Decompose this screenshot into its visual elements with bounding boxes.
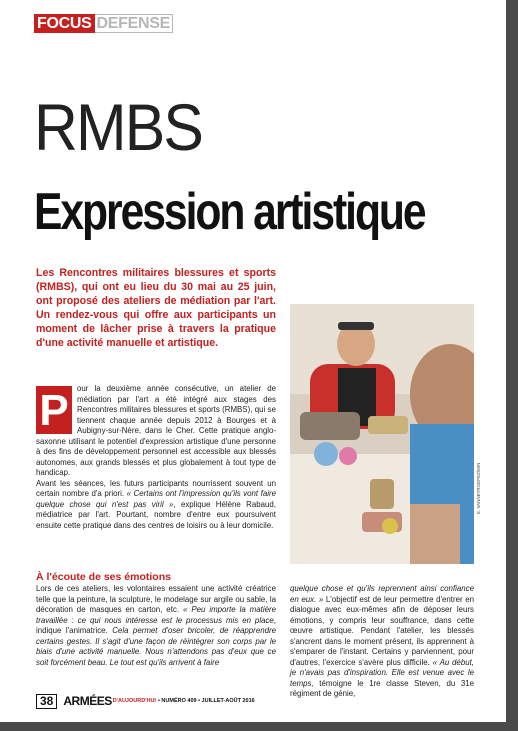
page-footer	[36, 694, 255, 708]
article-body-col1-top	[36, 384, 276, 531]
paragraph-4-end: témoigne le 1re classe Steven, du 31e régiment de génie,	[290, 678, 474, 698]
paragraph-3-quote-2: Cela permet d'oser bricoler, de réapprendre certains gestes. Il s'agit d'une façon de réintégrer son corps par le biais d'une activité manuelle. Nous n'attendons pas d'eux que ce soit forcément beau. Le tout est qu'ils arrivent à faire	[36, 626, 276, 667]
drop-cap: P	[36, 386, 72, 434]
paragraph-4	[290, 584, 474, 700]
paragraph-3-mid: , indique l'animatrice.	[36, 615, 276, 635]
section-rubric	[34, 14, 173, 33]
article-lead: Les Rencontres militaires blessures et sports (RMBS), qui ont eu lieu du 30 mai au 25 juin, ont proposé des ateliers de médiation par l'art. Un rendez-vous qui offre aux participants un moment de lâcher prise à travers la pratique d'une activité manuelle et artistique.	[36, 267, 276, 349]
magazine-subtitle: D'AUJOURD'HUI	[112, 698, 156, 704]
section-subhead: À l'écoute de ses émotions	[36, 571, 171, 583]
paragraph-4-quote-2: « Au début, je n'avais pas d'inspiration. Elle est venue avec le temps,	[290, 657, 474, 688]
paragraph-3	[36, 584, 276, 668]
paragraph-1: our la deuxième année consécutive, un atelier de médiation par l'art a été intégré aux stages des Rencontres militaires blessures et sports (RMBS), qui se tiennent chaque année depuis 2012 à Bourges et à Aubigny-sur-Nère, dans le Cher. Cette pratique anglo-saxonne utilisant le potentiel d'expression artistique d'une personne à des fins de développement personnel est accessible aux blessés autonomes, aux grands blessés et plus globalement à tout type de handicap.	[36, 384, 276, 477]
page-shadow-right	[506, 0, 518, 731]
article-headline: Expression artistique	[34, 183, 425, 241]
rubric-focus: FOCUS	[34, 14, 95, 33]
paragraph-4-text: L'objectif est de leur permettre d'entrer en dialogue avec eux-mêmes afin de déposer leurs émotions, y compris leur souffrance, dans cette œuvre artistique. Pendant l'atelier, les blessés s'ancrent dans le moment présent, ils apprennent à s'emparer de l'instant. Certains y parviennent, pour d'autres, l'exercice s'avère plus difficile.	[290, 594, 474, 667]
paragraph-2	[36, 479, 276, 532]
paragraph-4-quote: quelque chose et qu'ils reprennent ainsi confiance en eux. »	[290, 584, 474, 604]
page-number: 38	[36, 694, 57, 709]
magazine-name: ARMÉES	[63, 694, 112, 708]
paragraph-2-end: , explique Hélène Rabaud, médiatrice par l'art. Pourtant, nombre d'entre eux poursuivent ensuite cette pratique dans des centres de loisirs ou à leur domicile.	[36, 499, 276, 530]
workshop-photo-illustration	[290, 304, 474, 564]
paragraph-3-quote: « Peu importe la matière travaillée : ce qui nous intéresse est le processus mis en place	[36, 605, 276, 625]
paragraph-3-start: Lors de ces ateliers, les volontaires essaient une activité créatrice telle que la peinture, la sculpture, le modelage sur argile ou sable, la décoration de masques en carton, etc.	[36, 584, 276, 614]
article-body-col1-bottom	[36, 584, 276, 668]
rubric-section: DEFENSE	[95, 14, 173, 33]
page-shadow-bottom	[0, 722, 518, 731]
issue-info: • NUMÉRO 409 • JUILLET-AOÛT 2016	[157, 698, 255, 704]
paragraph-2-start: Avant les séances, les futurs participants nourrissent souvent un certain nombre d'a priori.	[36, 478, 276, 498]
paragraph-2-quote: « Certains ont l'impression qu'ils vont faire quelque chose qui n'est pas viril »	[36, 489, 276, 509]
article-kicker: RMBS	[34, 90, 203, 164]
photo-credit: E. VANNETROEPEZ/MIN	[476, 462, 481, 514]
article-photo	[290, 304, 474, 564]
article-body-col2	[290, 584, 474, 700]
